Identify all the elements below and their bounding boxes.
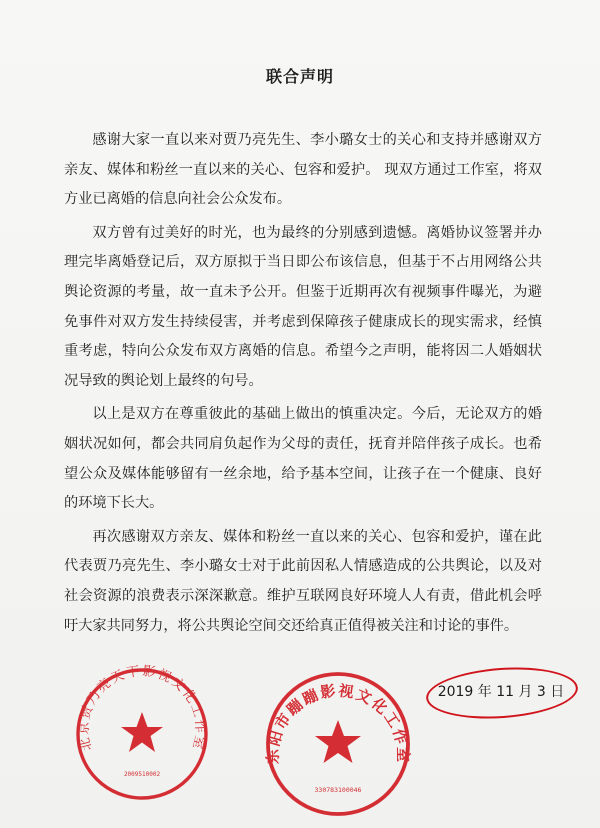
paragraph-3: 以上是双方在尊重彼此的基础上做出的慎重决定。今后，无论双方的婚姻状况如何，都会共同肩负起作为父母的责任，抚育并陪伴孩子成长。也希望公众及媒体能够留有一丝余地，给予基本空间，让孩子在一个健康、良好的环境下长大。 — [64, 406, 542, 512]
paragraph-2: 双方曾有过美好的时光，也为最终的分别感到遗憾。离婚协议签署并办理完毕离婚登记后，双方原拟于当日即公布该信息，但基于不占用网络公共舆论资源的考量，故一直未予公开。但鉴于近期再次有视频事件曝光，为避免事件对双方发生持续侵害，并考虑到保障孩子健康成长的现实需求，经慎重考虑，特向公众发布双方离婚的信息。希望今之声明，能将因二人婚姻状况导致的舆论划上最终的句号。 — [64, 224, 542, 389]
right-seal-text: 东阳市蹦蹦影视文化工作室 — [263, 681, 413, 765]
left-seal-text: 北京贾乃亮天下影视文化工作室 — [76, 664, 208, 753]
paragraph-4: 再次感谢双方亲友、媒体和粉丝一直以来的关心、包容和爱护，谨在此代表贾乃亮先生、李小璐女士对于此前因私人情感造成的公共舆论，以及对社会资源的浪费表示深深歉意。维护互联网良好环境人人有责，借此机会呼吁大家共同努力，将公共舆论空间交还给真正值得被关注和讨论的事件。 — [64, 528, 542, 634]
right-seal-number: 330783100046 — [314, 786, 362, 794]
left-seal-number: 2009510002 — [123, 771, 161, 778]
seal-icon — [72, 664, 212, 804]
statement-body — [64, 126, 542, 645]
paragraph-1: 感谢大家一直以来对贾乃亮先生、李小璐女士的关心和支持并感谢双方亲友、媒体和粉丝一直以来的关心、包容和爱护。 现双方通过工作室，将双方业已离婚的信息向社会公众发布。 — [64, 132, 542, 208]
seal-icon — [262, 668, 414, 820]
right-company-seal — [262, 668, 414, 820]
date-annotation — [426, 668, 582, 720]
document-date: 2019 年 11 月 3 日 — [437, 684, 565, 700]
left-company-seal — [72, 664, 212, 804]
document-title: 联合声明 — [265, 67, 334, 86]
